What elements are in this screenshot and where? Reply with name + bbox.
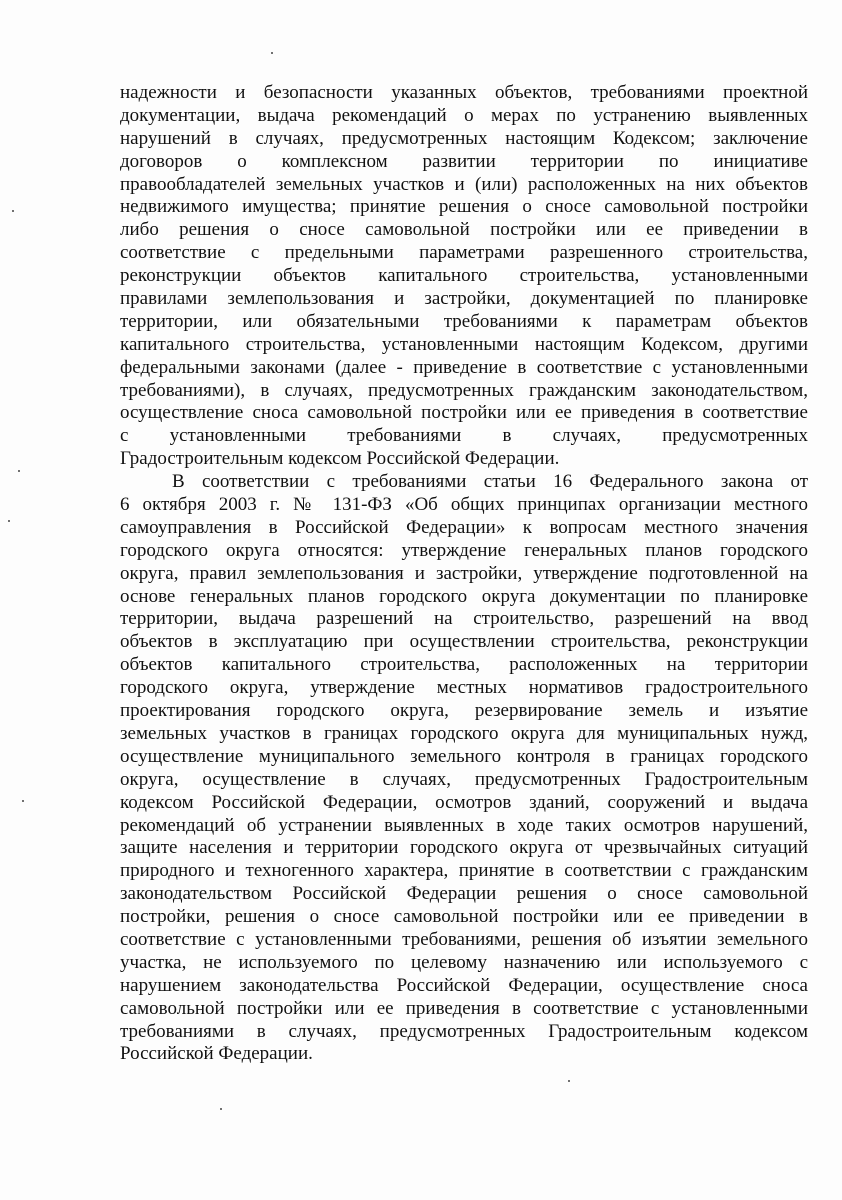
text-line: нарушением законодательства Российской Федерации, осуществление сноса — [120, 974, 808, 996]
scan-speck — [18, 470, 20, 472]
text-line: округа, осуществление в случаях, предусмотренных Градостроительным — [120, 768, 808, 790]
scan-speck — [22, 800, 24, 802]
text-line: требованиями), в случаях, предусмотренных гражданским законодательством, — [120, 379, 808, 401]
text-line: законодательством Российской Федерации решения о сносе самовольной — [120, 883, 808, 905]
text-line: федеральными законами (далее - приведение в соответствие с установленными — [120, 356, 808, 378]
text-line: земельных участков в границах городского округа для муниципальных нужд, — [120, 722, 808, 744]
text-line: рекомендаций об устранении выявленных в ходе таких осмотров нарушений, — [120, 814, 808, 836]
text-line: с установленными требованиями в случаях, предусмотренных — [120, 425, 808, 447]
scan-speck — [8, 520, 10, 522]
text-line: Градостроительным кодексом Российской Федерации. — [120, 448, 560, 470]
text-line: проектирования городского округа, резервирование земель и изъятие — [120, 700, 808, 722]
text-line: капитального строительства, установленными настоящим Кодексом, другими — [120, 333, 808, 355]
scan-speck — [220, 1108, 222, 1110]
text-line: соответствие с установленными требованиями, решения об изъятии земельного — [120, 928, 808, 950]
text-line: либо решения о сносе самовольной постройки или ее приведении в — [120, 219, 808, 241]
text-line: объектов в эксплуатацию при осуществлении строительства, реконструкции — [120, 631, 808, 653]
text-line: Российской Федерации. — [120, 1043, 313, 1065]
text-line: документации, выдача рекомендаций о мерах по устранению выявленных — [120, 104, 808, 126]
paragraph-2 — [120, 471, 808, 1066]
text-line: территории, выдача разрешений на строительство, разрешений на ввод — [120, 608, 808, 630]
text-line: соответствие с предельными параметрами разрешенного строительства, — [120, 242, 808, 264]
text-line: участка, не используемого по целевому назначению или используемого с — [120, 951, 808, 973]
scan-speck — [568, 1080, 570, 1082]
text-line: правилами землепользования и застройки, документацией по планировке — [120, 288, 808, 310]
text-line: договоров о комплексном развитии территории по инициативе — [120, 150, 808, 172]
text-line: осуществление сноса самовольной постройки или ее приведения в соответствие — [120, 402, 808, 424]
scan-speck — [12, 210, 14, 212]
text-line: постройки, решения о сносе самовольной постройки или ее приведении в — [120, 906, 808, 928]
text-line: правообладателей земельных участков и (или) расположенных на них объектов — [120, 173, 808, 195]
text-line: надежности и безопасности указанных объектов, требованиями проектной — [120, 82, 808, 103]
text-line: самоуправления в Российской Федерации» к вопросам местного значения — [120, 516, 808, 538]
document-body — [120, 82, 808, 1066]
text-line: недвижимого имущества; принятие решения о сносе самовольной постройки — [120, 196, 808, 218]
text-line: городского округа относятся: утверждение генеральных планов городского — [120, 539, 808, 561]
text-line: объектов капитального строительства, расположенных на территории — [120, 654, 808, 676]
text-line: реконструкции объектов капитального строительства, установленными — [120, 265, 808, 287]
text-line: нарушений в случаях, предусмотренных настоящим Кодексом; заключение — [120, 127, 808, 149]
paragraph-1 — [120, 82, 808, 471]
text-line: округа, правил землепользования и застройки, утверждение подготовленной на — [120, 562, 808, 584]
text-line: 6 октября 2003 г. № 131-ФЗ «Об общих принципах организации местного — [120, 494, 808, 516]
text-line: природного и техногенного характера, принятие в соответствии с гражданским — [120, 860, 808, 882]
text-line: В соответствии с требованиями статьи 16 Федерального закона от — [172, 471, 808, 493]
text-line: территории, или обязательными требованиями к параметрам объектов — [120, 310, 808, 332]
text-line: требованиями в случаях, предусмотренных Градостроительным кодексом — [120, 1020, 808, 1042]
text-line: городского округа, утверждение местных нормативов градостроительного — [120, 677, 808, 699]
text-line: осуществление муниципального земельного контроля в границах городского — [120, 745, 808, 767]
text-line: защите населения и территории городского округа от чрезвычайных ситуаций — [120, 837, 808, 859]
text-line: кодексом Российской Федерации, осмотров зданий, сооружений и выдача — [120, 791, 808, 813]
scan-speck — [271, 52, 273, 54]
text-line: самовольной постройки или ее приведения в соответствие с установленными — [120, 997, 808, 1019]
text-line: основе генеральных планов городского округа документации по планировке — [120, 585, 808, 607]
